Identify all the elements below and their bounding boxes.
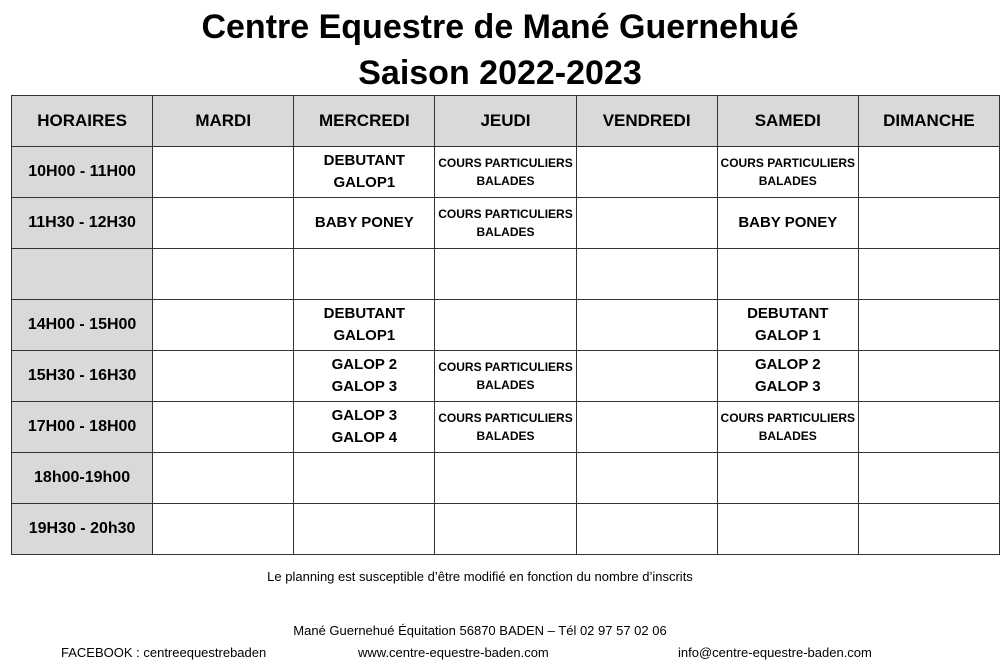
cell-jeudi: [435, 249, 576, 300]
cell-mardi: [153, 300, 294, 351]
time-slot: 15H30 - 16H30: [12, 351, 153, 402]
cell-samedi: [717, 249, 858, 300]
activity-label: GALOP1: [333, 327, 396, 344]
activity-label: COURS PARTICULIERS: [438, 360, 573, 374]
cell-mardi: [153, 249, 294, 300]
facebook-link[interactable]: FACEBOOK : centreequestrebaden: [61, 645, 267, 660]
time-slot: 10H00 - 11H00: [12, 147, 153, 198]
cell-mardi: [153, 504, 294, 555]
planning-note: Le planning est susceptible d’être modifié en fonction du nombre d’inscrits: [267, 569, 693, 584]
cell-dimanche: [858, 402, 999, 453]
cell-vendredi: [576, 198, 717, 249]
table-row: [12, 249, 1000, 300]
cell-samedi: [717, 504, 858, 555]
header-row: [12, 96, 1000, 147]
cell-mercredi: [294, 300, 435, 351]
cell-dimanche: [858, 147, 999, 198]
cell-vendredi: [576, 453, 717, 504]
cell-vendredi: [576, 300, 717, 351]
table-row: [12, 402, 1000, 453]
activity-label: COURS PARTICULIERS: [438, 411, 573, 425]
column-header-mardi: MARDI: [153, 96, 294, 147]
activity-label: BALADES: [476, 378, 535, 392]
cell-samedi: [717, 300, 858, 351]
activity-label: DEBUTANT: [747, 305, 829, 322]
activity-label: DEBUTANT: [323, 305, 406, 322]
table-row: [12, 453, 1000, 504]
activity-label: COURS PARTICULIERS: [438, 207, 573, 221]
activity-label: BALADES: [758, 429, 817, 443]
cell-mardi: [153, 402, 294, 453]
column-header-jeudi: JEUDI: [435, 96, 576, 147]
cell-jeudi: [435, 402, 576, 453]
cell-dimanche: [858, 453, 999, 504]
time-slot: 17H00 - 18H00: [12, 402, 153, 453]
season-title: Saison 2022-2023: [358, 54, 642, 92]
cell-samedi: [717, 351, 858, 402]
cell-samedi: [717, 147, 858, 198]
cell-dimanche: [858, 351, 999, 402]
cell-mercredi: [294, 351, 435, 402]
table-row: [12, 300, 1000, 351]
cell-dimanche: [858, 300, 999, 351]
cell-jeudi: [435, 453, 576, 504]
cell-dimanche: [858, 198, 999, 249]
cell-mercredi: [294, 453, 435, 504]
column-header-mercredi: MERCREDI: [294, 96, 435, 147]
column-header-samedi: SAMEDI: [717, 96, 858, 147]
activity-label: BALADES: [758, 174, 817, 188]
cell-samedi: [717, 453, 858, 504]
activity-label: GALOP 2: [754, 356, 821, 373]
column-header-dimanche: DIMANCHE: [858, 96, 999, 147]
activity-label: DEBUTANT: [323, 152, 406, 169]
cell-jeudi: [435, 351, 576, 402]
column-header-horaires: HORAIRES: [12, 96, 153, 147]
activity-label: GALOP 3: [331, 407, 398, 424]
activity-label: COURS PARTICULIERS: [720, 411, 855, 425]
schedule-body: [12, 147, 1000, 555]
cell-mercredi: [294, 402, 435, 453]
cell-dimanche: [858, 504, 999, 555]
activity-label: BABY PONEY: [738, 214, 838, 231]
table-row: [12, 147, 1000, 198]
cell-jeudi: [435, 198, 576, 249]
activity-label: BALADES: [476, 429, 535, 443]
cell-jeudi: [435, 504, 576, 555]
table-row: [12, 351, 1000, 402]
page-title: Centre Equestre de Mané Guernehué: [201, 8, 799, 46]
time-slot: 11H30 - 12H30: [12, 198, 153, 249]
cell-jeudi: [435, 300, 576, 351]
footer-address: Mané Guernehué Équitation 56870 BADEN – Tél 02 97 57 02 06: [293, 623, 667, 638]
activity-label: GALOP 1: [754, 327, 821, 344]
cell-samedi: [717, 402, 858, 453]
cell-vendredi: [576, 147, 717, 198]
cell-vendredi: [576, 351, 717, 402]
activity-label: COURS PARTICULIERS: [720, 156, 855, 170]
activity-label: GALOP 4: [331, 429, 398, 446]
cell-mardi: [153, 351, 294, 402]
cell-mardi: [153, 147, 294, 198]
cell-mercredi: [294, 198, 435, 249]
cell-mercredi: [294, 147, 435, 198]
activity-label: BABY PONEY: [314, 214, 414, 231]
cell-vendredi: [576, 504, 717, 555]
cell-mercredi: [294, 504, 435, 555]
email-link[interactable]: info@centre-equestre-baden.com: [678, 645, 872, 660]
activity-label: GALOP 3: [754, 378, 821, 395]
column-header-vendredi: VENDREDI: [576, 96, 717, 147]
activity-label: GALOP1: [333, 174, 396, 191]
time-slot: 19H30 - 20h30: [12, 504, 153, 555]
activity-label: COURS PARTICULIERS: [438, 156, 573, 170]
schedule-table: [11, 95, 1000, 555]
cell-vendredi: [576, 402, 717, 453]
cell-mardi: [153, 198, 294, 249]
activity-label: BALADES: [476, 225, 535, 239]
table-row: [12, 198, 1000, 249]
time-slot: [12, 249, 153, 300]
table-row: [12, 504, 1000, 555]
activity-label: GALOP 2: [331, 356, 398, 373]
time-slot: 14H00 - 15H00: [12, 300, 153, 351]
activity-label: GALOP 3: [331, 378, 398, 395]
cell-dimanche: [858, 249, 999, 300]
activity-label: BALADES: [476, 174, 535, 188]
cell-samedi: [717, 198, 858, 249]
website-link[interactable]: www.centre-equestre-baden.com: [358, 645, 549, 660]
time-slot: 18h00-19h00: [12, 453, 153, 504]
cell-jeudi: [435, 147, 576, 198]
cell-mercredi: [294, 249, 435, 300]
cell-mardi: [153, 453, 294, 504]
cell-vendredi: [576, 249, 717, 300]
